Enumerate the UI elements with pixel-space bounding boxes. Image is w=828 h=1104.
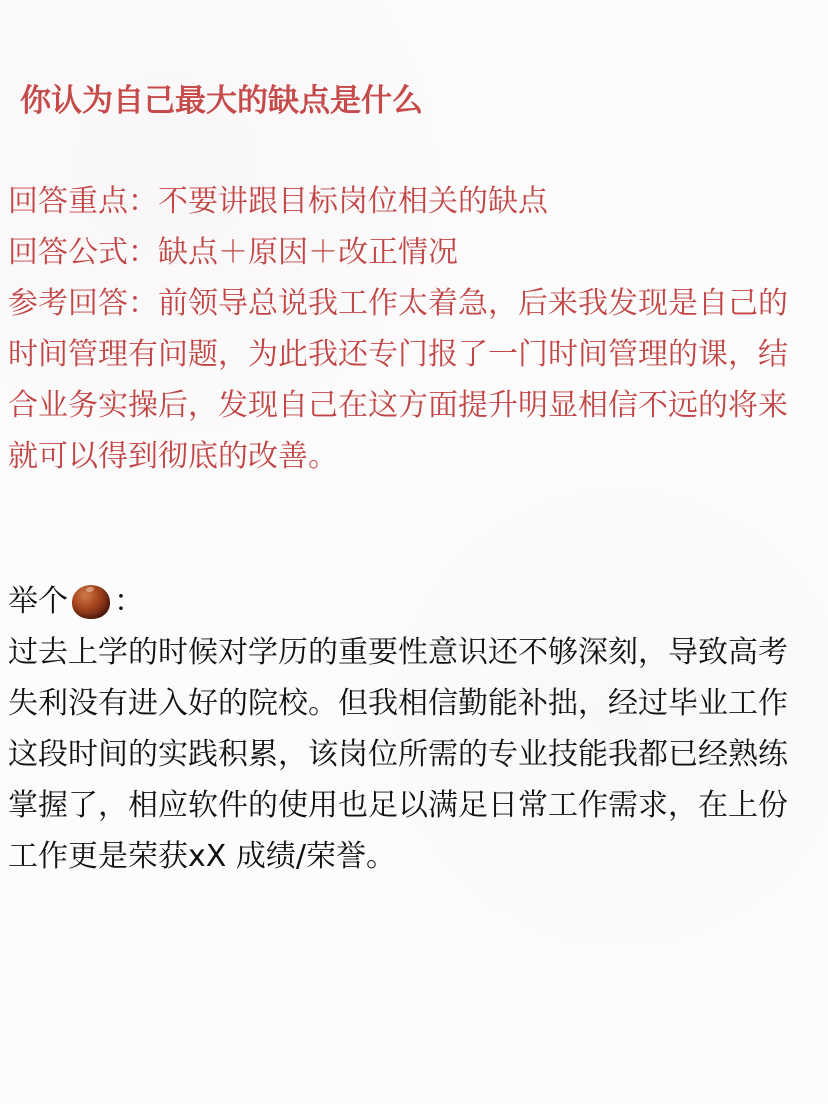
answer-section (8, 176, 820, 482)
question-title: 你认为自己最大的缺点是什么 (20, 83, 423, 119)
reference-answer-line: 合业务实操后，发现自己在这方面提升明显相信不远的将来 (8, 388, 788, 423)
answer-formula-line: 回答公式：缺点＋原因＋改正情况 (8, 235, 458, 270)
reference-answer-line: 时间管理有问题，为此我还专门报了一门时间管理的课，结 (8, 337, 788, 372)
example-prefix: 举个 (8, 584, 68, 619)
example-line: 这段时间的实践积累，该岗位所需的专业技能我都已经熟练 (8, 737, 788, 772)
example-line: 工作更是荣获xX 成绩/荣誉。 (8, 839, 396, 874)
example-heading (8, 576, 820, 627)
chestnut-icon (72, 585, 110, 619)
reference-answer-line: 参考回答：前领导总说我工作太着急，后来我发现是自己的 (8, 286, 788, 321)
example-line: 过去上学的时候对学历的重要性意识还不够深刻，导致高考 (8, 635, 788, 670)
example-line: 掌握了，相应软件的使用也足以满足日常工作需求，在上份 (8, 788, 788, 823)
example-line: 失利没有进入好的院校。但我相信勤能补拙，经过毕业工作 (8, 686, 788, 721)
answer-focus-line: 回答重点：不要讲跟目标岗位相关的缺点 (8, 184, 548, 219)
example-colon: ： (114, 584, 144, 619)
reference-answer-line: 就可以得到彻底的改善。 (8, 439, 338, 474)
example-section (8, 576, 820, 882)
